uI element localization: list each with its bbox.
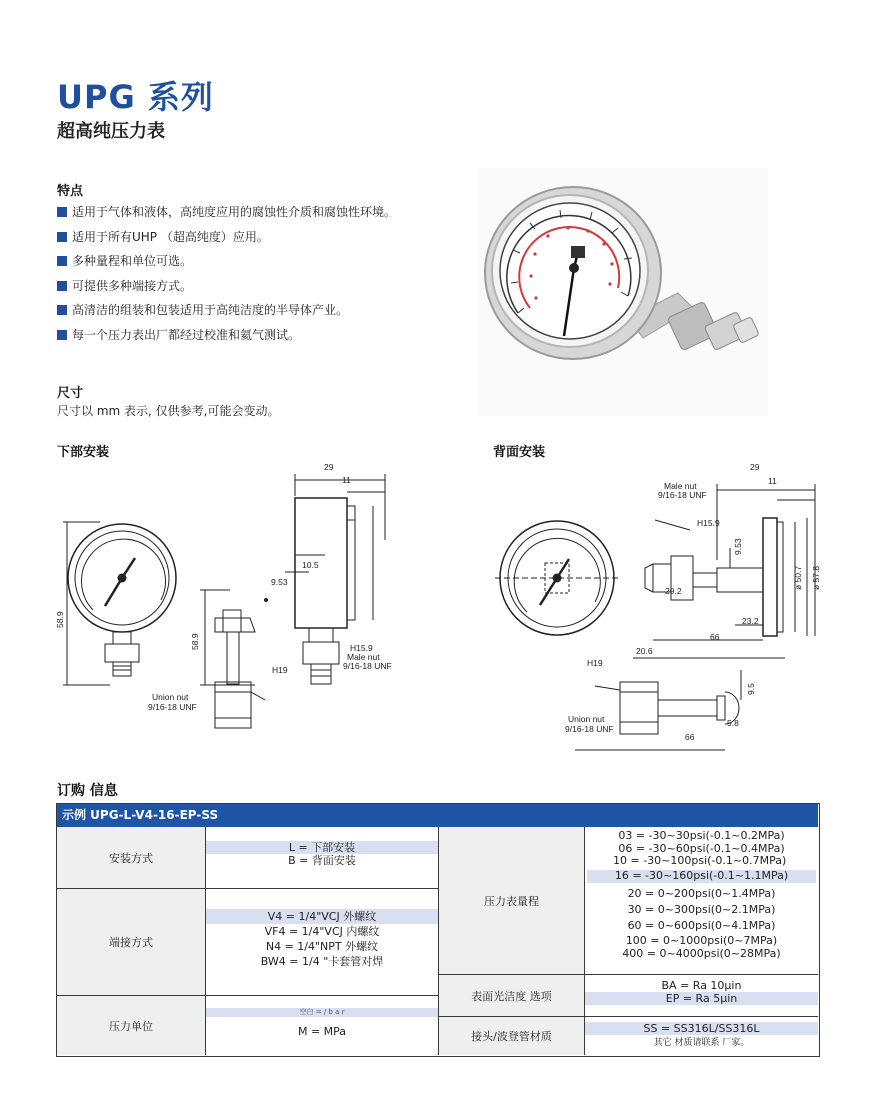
back-dim-23-2: 23.2 (742, 616, 759, 626)
range-option-20: 20 = 0~200psi(0~1.4MPa) (627, 886, 776, 900)
dim-h19: H19 (272, 665, 288, 675)
conn-option-v4: V4 = 1/4"VCJ 外螺纹 (206, 909, 438, 924)
dim-10-5: 10.5 (302, 560, 319, 570)
back-dim-57-8: ø 57.8 (811, 565, 821, 590)
back-dim-h19: H19 (587, 658, 603, 668)
range-option-400: 400 = 0~4000psi(0~28MPa) (622, 946, 781, 960)
dim-9-53: 9.53 (271, 577, 288, 587)
back-dim-unf-male: 9/16-18 UNF (658, 490, 707, 500)
dim-58-9-front: 58.9 (55, 611, 65, 628)
material-option-ss: SS = SS316L/SS316L (585, 1022, 818, 1035)
dim-11: 11 (342, 475, 351, 485)
back-dim-20-6: 20.6 (636, 646, 653, 656)
back-dim-male-nut: Male nut (664, 481, 697, 491)
page-subtitle: 超高纯压力表 (57, 121, 165, 142)
back-dim-unf-union: 9/16-18 UNF (565, 724, 614, 734)
conn-option-bw4: BW4 = 1/4 "卡套管对焊 (260, 955, 384, 968)
range-option-16: 16 = -30~160psi(-0.1~1.1MPa) (587, 870, 816, 883)
bullet-icon (57, 207, 67, 217)
material-options (585, 1017, 818, 1055)
back-dim-11: 11 (768, 476, 777, 486)
range-label: 压力表量程 (439, 827, 585, 975)
back-dim-9-53: 9.53 (733, 538, 743, 555)
back-mount-drawing (495, 460, 825, 765)
mount-label: 安装方式 (57, 827, 206, 889)
conn-options (206, 889, 439, 996)
dim-unf-male: 9/16-18 UNF (343, 661, 392, 671)
feature-item: 高清洁的组装和包装适用于高纯洁度的半导体产业。 (57, 298, 477, 323)
material-label: 接头/波登管材质 (439, 1017, 585, 1055)
bullet-icon (57, 256, 67, 266)
feature-item: 适用于气体和液体，高纯度应用的腐蚀性介质和腐蚀性环境。 (57, 200, 477, 225)
bullet-icon (57, 281, 67, 291)
dimensions-heading: 尺寸 (57, 386, 84, 401)
feature-item: 可提供多种端接方式。 (57, 274, 477, 299)
features-list (57, 200, 477, 347)
mount-option-b: B = 背面安装 (288, 854, 356, 867)
unit-option-blank: 空白 = / b a r (206, 1008, 438, 1017)
range-option-03: 03 = -30~30psi(-0.1~0.2MPa) (618, 829, 785, 842)
conn-option-vf4: VF4 = 1/4"VCJ 内螺纹 (264, 925, 380, 938)
range-option-10: 10 = -30~100psi(-0.1~0.7MPa) (613, 854, 787, 867)
unit-options (206, 996, 439, 1055)
conn-option-n4: N4 = 1/4"NPT 外螺纹 (265, 940, 379, 953)
unit-label: 压力单位 (57, 996, 206, 1055)
conn-label: 端接方式 (57, 889, 206, 996)
mount-options (206, 827, 439, 889)
dim-male-nut: Male nut (347, 652, 380, 662)
back-dim-5-8: 5.8 (727, 718, 739, 728)
back-dim-29-2: 29.2 (665, 586, 682, 596)
range-option-06: 06 = -30~60psi(-0.1~0.4MPa) (618, 841, 785, 855)
product-photo-gauge (478, 168, 768, 416)
mount-option-l: L = 下部安装 (206, 841, 438, 854)
bottom-mount-label: 下部安装 (57, 445, 110, 460)
dim-union-nut: Union nut (152, 692, 189, 702)
ordering-example: 示例 UPG-L-V4-16-EP-SS (57, 804, 818, 827)
range-option-30: 30 = 0~300psi(0~2.1MPa) (627, 902, 776, 916)
bullet-icon (57, 232, 67, 242)
back-dim-66-bottom: 66 (685, 732, 695, 742)
bottom-mount-drawing (55, 460, 420, 745)
finish-option-ep: EP = Ra 5μin (585, 992, 818, 1005)
bullet-icon (57, 330, 67, 340)
dim-unf-union: 9/16-18 UNF (148, 702, 197, 712)
back-dim-union-nut: Union nut (568, 714, 605, 724)
feature-item: 适用于所有UHP （超高纯度）应用。 (57, 225, 477, 250)
finish-label: 表面光洁度 选项 (439, 975, 585, 1017)
back-dim-h15-9: H15.9 (697, 518, 720, 528)
finish-options (585, 975, 818, 1017)
ordering-table (56, 803, 820, 1057)
dimensions-note: 尺寸以 mm 表示, 仅供参考,可能会变动。 (57, 404, 280, 418)
back-dim-66-top: 66 (710, 632, 720, 642)
back-dim-9-5: 9.5 (746, 683, 756, 695)
dim-58-9-side: 58.9 (190, 633, 200, 650)
feature-item: 多种量程和单位可选。 (57, 249, 477, 274)
bullet-icon (57, 305, 67, 315)
feature-item: 每一个压力表出厂都经过校准和氦气测试。 (57, 323, 477, 348)
back-mount-label: 背面安装 (493, 445, 546, 460)
back-dim-50-7: ø 50.7 (793, 565, 803, 590)
back-dim-29: 29 (750, 462, 760, 472)
material-note: 其它 材质请联系 厂家。 (653, 1038, 750, 1048)
features-heading: 特点 (57, 184, 84, 199)
range-option-60: 60 = 0~600psi(0~4.1MPa) (627, 918, 776, 932)
finish-option-ba: BA = Ra 10μin (661, 979, 742, 992)
range-options (585, 827, 818, 975)
unit-option-m: M = MPa (297, 1025, 347, 1038)
dim-h15-9: H15.9 (350, 643, 373, 653)
page-title: UPG 系列 (57, 78, 214, 116)
dim-29: 29 (324, 462, 334, 472)
range-option-100: 100 = 0~1000psi(0~7MPa) (625, 933, 778, 947)
ordering-heading: 订购 信息 (57, 783, 118, 799)
